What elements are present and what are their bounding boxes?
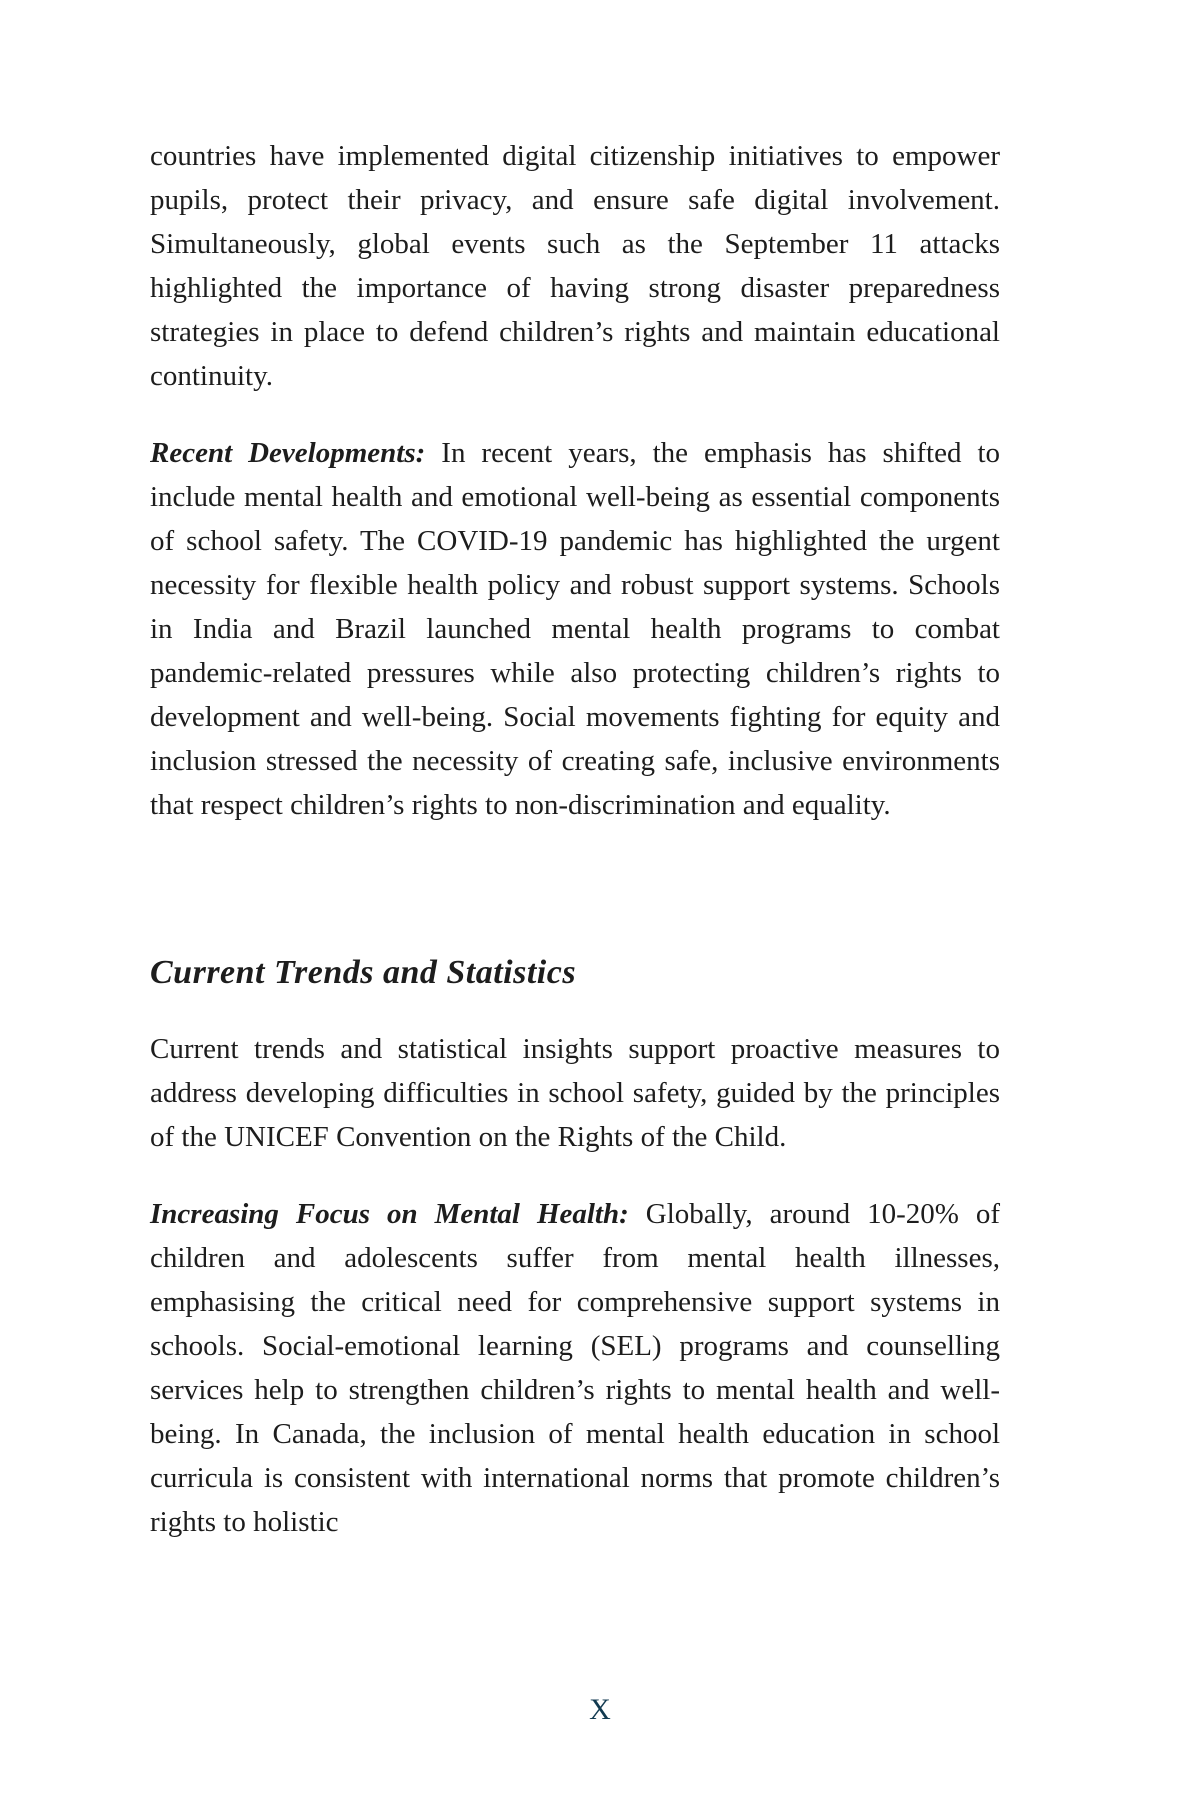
section-heading-current-trends: Current Trends and Statistics [150,954,577,991]
paragraph-recent-developments-text: In recent years, the emphasis has shifted to include mental health and emotional well-being as essential components of school safety. The COVID-19 pandemic has highlighted the urgent necessity for flexible health policy and robust support systems. Schools in India and Brazil launched mental health programs to combat pandemic-related pressures while also protecting children’s rights to development and well-being. Social movements fighting for equity and inclusion stressed the necessity of creating safe, inclusive environments that respect children’s rights to non-discrimination and equality. [150,437,1000,821]
paragraph-mental-health-focus [150,1192,1000,1544]
run-in-heading-recent-developments: Recent Developments: [150,437,426,469]
page-footer [0,1688,1200,1737]
run-in-heading-increasing-focus: Increasing Focus on Mental Health: [150,1198,629,1230]
paragraph-current-trends-intro: Current trends and statistical insights support proactive measures to address developing difficulties in school safety, guided by the principles of the UNICEF Convention on the Rights of the Child. [150,1033,1000,1153]
paragraph-recent-developments [150,431,1000,827]
page-number: X [589,1693,611,1726]
text-column [150,134,1000,1577]
paragraph-mental-health-focus-text: Globally, around 10-20% of children and adolescents suffer from mental health illnesses, emphasising the critical need for comprehensive support systems in schools. Social-emotional learning (SEL) programs and counselling services help to strengthen children’s rights to mental health and well-being. In Canada, the inclusion of mental health education in school curricula is consistent with international norms that promote children’s rights to holistic [150,1198,1001,1538]
paragraph-digital-citizenship: countries have implemented digital citizenship initiatives to empower pupils, protect their privacy, and ensure safe digital involvement. Simultaneously, global events such as the September 11 attacks highlighted the importance of having strong disaster preparedness strategies in place to defend children’s rights and maintain educational continuity. [150,140,1000,392]
